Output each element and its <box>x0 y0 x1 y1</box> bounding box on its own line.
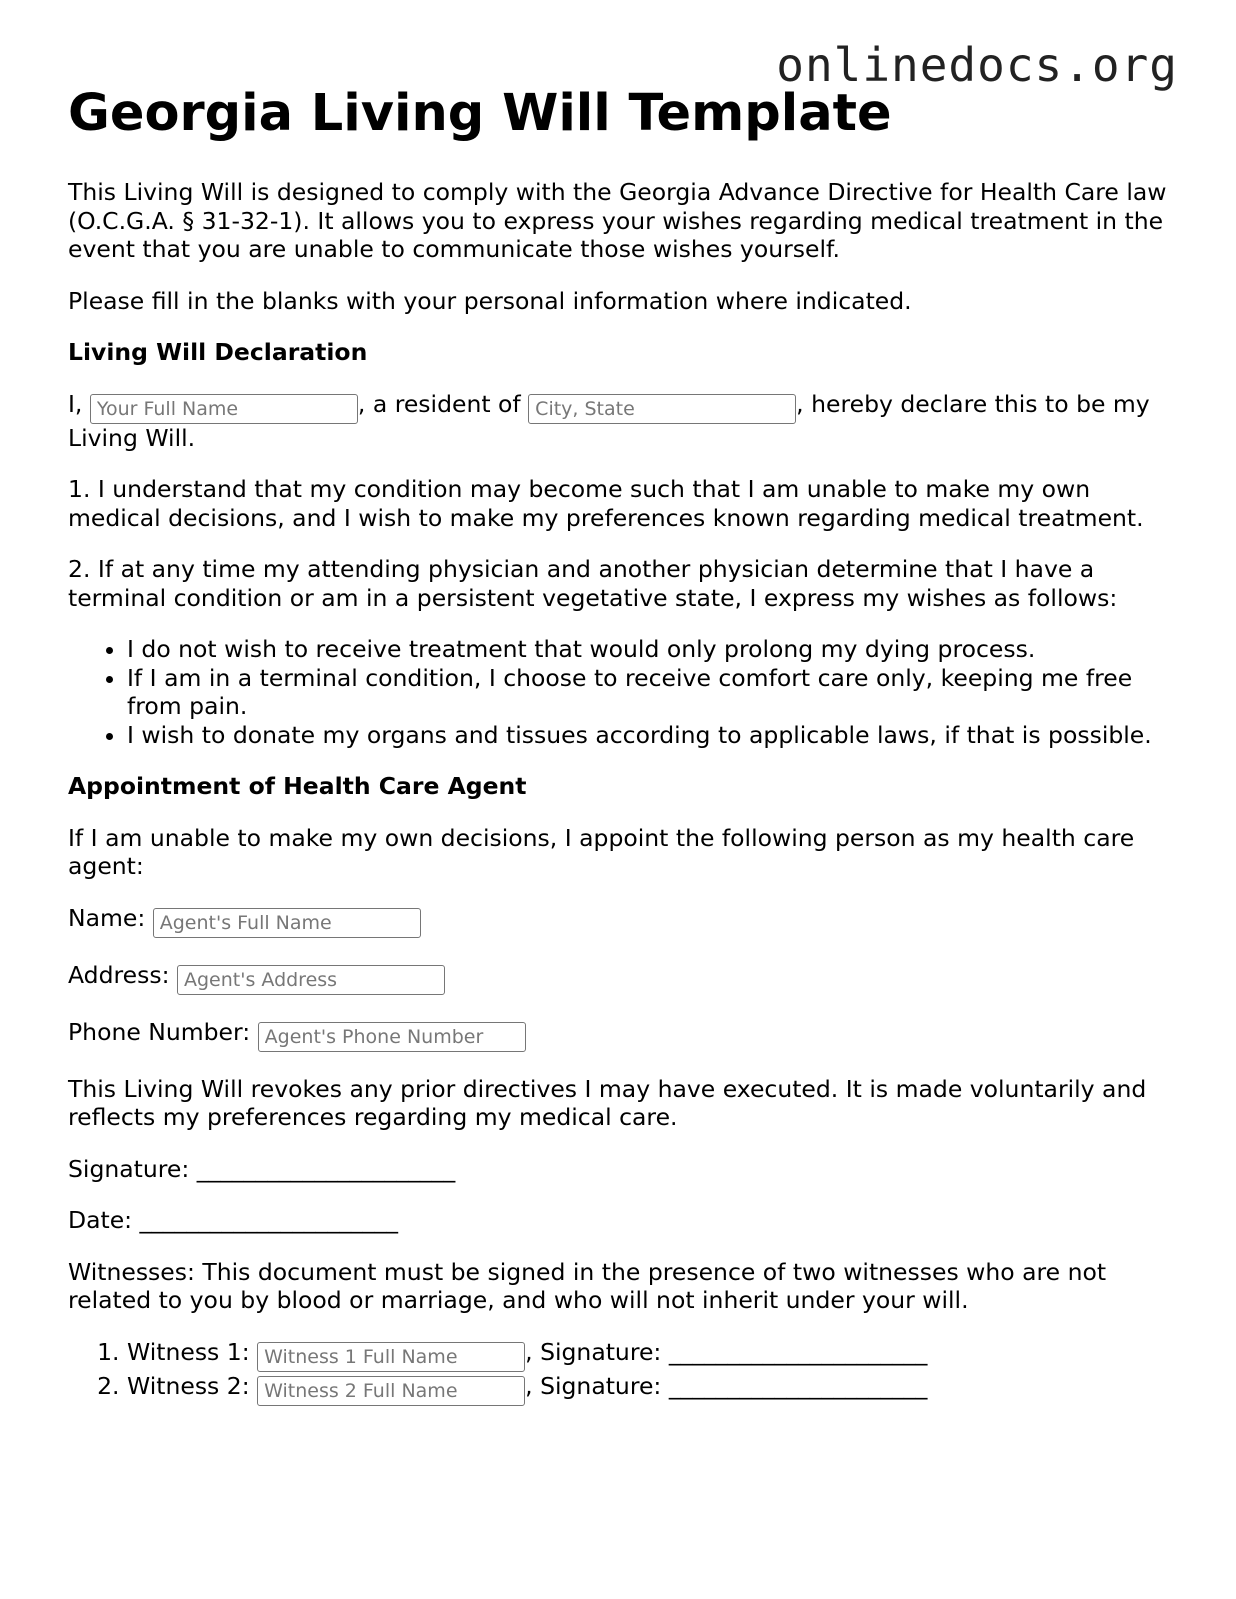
declaration-statement <box>68 390 1178 453</box>
agent-phone-row <box>68 1018 1178 1052</box>
agent-address-input[interactable] <box>177 965 445 995</box>
revocation-paragraph: This Living Will revokes any prior directives I may have executed. It is made voluntarily and reflects my preferences regarding my medical care. <box>68 1074 1147 1131</box>
document-page <box>68 84 1178 1429</box>
wish-item: • I wish to donate my organs and tissues according to applicable laws, if that is possible. <box>127 721 1178 750</box>
witness-1-label: Witness 1: <box>127 1337 250 1366</box>
agent-heading: Appointment of Health Care Agent <box>68 772 527 800</box>
agent-address-label: Address: <box>68 960 170 989</box>
date-line: Date: ______________________ <box>68 1206 399 1234</box>
witness-1-name-input[interactable] <box>257 1342 525 1372</box>
declaration-middle: , a resident of <box>357 389 521 418</box>
witness-item-2 <box>127 1372 1178 1406</box>
agent-address-row <box>68 961 1178 995</box>
instructions-paragraph: Please fill in the blanks with your personal information where indicated. <box>68 286 912 315</box>
declaration-item-2: 2. If at any time my attending physician and another physician determine that I have a terminal condition or am in a persistent vegetative state, I express my wishes as follows: <box>68 555 1118 612</box>
intro-paragraph: This Living Will is designed to comply with the Georgia Advance Directive for Health Care law (O.C.G.A. § 31-32-1). It allows you to express your wishes regarding medical treatment in the event that you are unable to communicate those wishes yourself. <box>68 178 1167 263</box>
witness-2-signature: , Signature: ______________________ <box>525 1371 928 1400</box>
witness-2-name-input[interactable] <box>257 1376 525 1406</box>
signature-line: Signature: ______________________ <box>68 1154 456 1183</box>
agent-name-row <box>68 904 1178 938</box>
full-name-input[interactable] <box>90 394 358 424</box>
city-state-input[interactable] <box>528 394 796 424</box>
wishes-list <box>68 635 1178 749</box>
witness-item-1 <box>127 1338 1178 1372</box>
wish-item: • I do not wish to receive treatment that would only prolong my dying process. <box>127 635 1178 664</box>
witness-1-signature: , Signature: ______________________ <box>525 1337 928 1366</box>
witness-2-label: Witness 2: <box>127 1371 250 1400</box>
page-title: Georgia Living Will Template <box>68 84 892 143</box>
declaration-heading: Living Will Declaration <box>68 338 368 366</box>
agent-name-label: Name: <box>68 903 146 932</box>
wish-item: • If I am in a terminal condition, I choose to receive comfort care only, keeping me free from pain. <box>127 664 1178 721</box>
declaration-item-1: 1. I understand that my condition may become such that I am unable to make my own medical decisions, and I wish to make my preferences known regarding medical treatment. <box>68 475 1144 532</box>
declaration-prefix: I, <box>68 389 83 418</box>
agent-phone-label: Phone Number: <box>68 1017 251 1046</box>
witness-list <box>68 1338 1178 1406</box>
agent-intro: If I am unable to make my own decisions, I appoint the following person as my health care agent: <box>68 823 1135 880</box>
agent-phone-input[interactable] <box>258 1022 526 1052</box>
agent-name-input[interactable] <box>153 908 421 938</box>
witnesses-intro: Witnesses: This document must be signed in the presence of two witnesses who are not related to you by blood or marriage, and who will not inherit under your will. <box>68 1257 1107 1314</box>
declaration-suffix: , hereby declare this to be my Living Will. <box>68 389 1150 452</box>
watermark-text: onlinedocs.org <box>776 38 1178 92</box>
